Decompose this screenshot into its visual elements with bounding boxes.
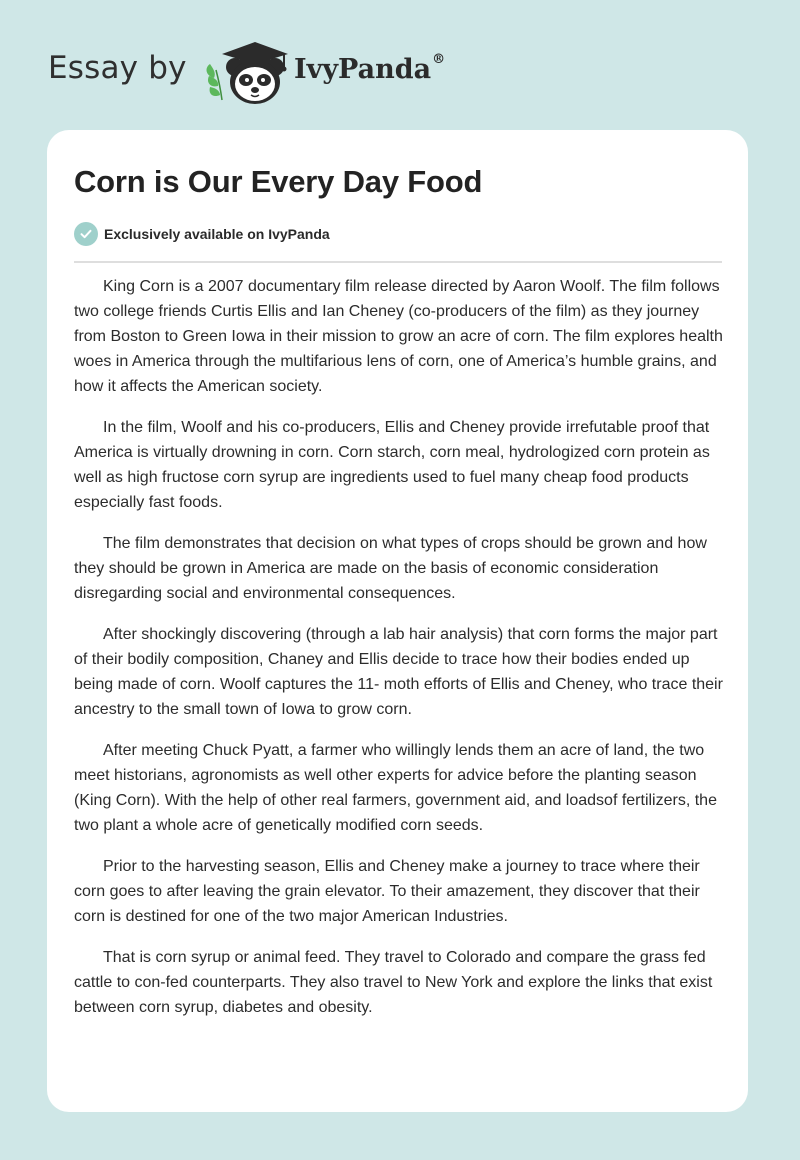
paragraph: That is corn syrup or animal feed. They travel to Colorado and compare the grass fed cattle to con-fed counterparts. They also travel to New York and explore the links that exist between corn syrup, diabetes and obesity. — [74, 949, 713, 1016]
essay-by-label: Essay by — [48, 50, 187, 86]
exclusive-badge-text: Exclusively available on IvyPanda — [104, 226, 330, 242]
paragraph: King Corn is a 2007 documentary film release directed by Aaron Woolf. The film follows two college friends Curtis Ellis and Ian Cheney (co-producers of the film) as they journey from Boston to Green Iowa in their mission to grow an acre of corn. The film explores health woes in America through the multifarious lens of corn, one of America’s humble grains, and how it affects the American society. — [74, 278, 723, 395]
exclusive-badge — [74, 222, 330, 246]
panda-graduate-logo-icon — [200, 40, 300, 108]
check-circle-icon — [74, 222, 98, 246]
paragraph: After shockingly discovering (through a lab hair analysis) that corn forms the major part of their bodily composition, Chaney and Ellis decide to trace how their bodies ended up being made of corn. Woolf captures the 11- moth efforts of Ellis and Cheney, who trace their ancestry to the small town of Iowa to grow corn. — [74, 626, 723, 718]
essay-card — [47, 130, 748, 1112]
paragraph: Prior to the harvesting season, Ellis and Cheney make a journey to trace where their corn goes to after leaving the grain elevator. To their amazement, they discover that their corn is destined for one of the two major American Industries. — [74, 858, 700, 925]
registered-mark: ® — [432, 52, 446, 67]
paragraph: After meeting Chuck Pyatt, a farmer who willingly lends them an acre of land, the two meet historians, agronomists as well other experts for advice before the planting season (King Corn). With the help of other real farmers, government aid, and loadsof fertilizers, the two plant a whole acre of genetically modified corn seeds. — [74, 742, 717, 834]
brand-name: IvyPanda® — [294, 52, 446, 85]
paragraph: In the film, Woolf and his co-producers, Ellis and Cheney provide irrefutable proof that America is virtually drowning in corn. Corn starch, corn meal, hydrologized corn protein as well as high fructose corn syrup are ingredients used to fuel many cheap food products especially fast foods. — [74, 419, 710, 511]
divider — [74, 261, 722, 263]
page-title: Corn is Our Every Day Food — [74, 164, 483, 199]
essay-body — [74, 274, 729, 1036]
paragraph: The film demonstrates that decision on what types of crops should be grown and how they should be grown in America are made on the basis of economic consideration disregarding social and environmental consequences. — [74, 535, 707, 602]
site-header — [48, 40, 508, 110]
